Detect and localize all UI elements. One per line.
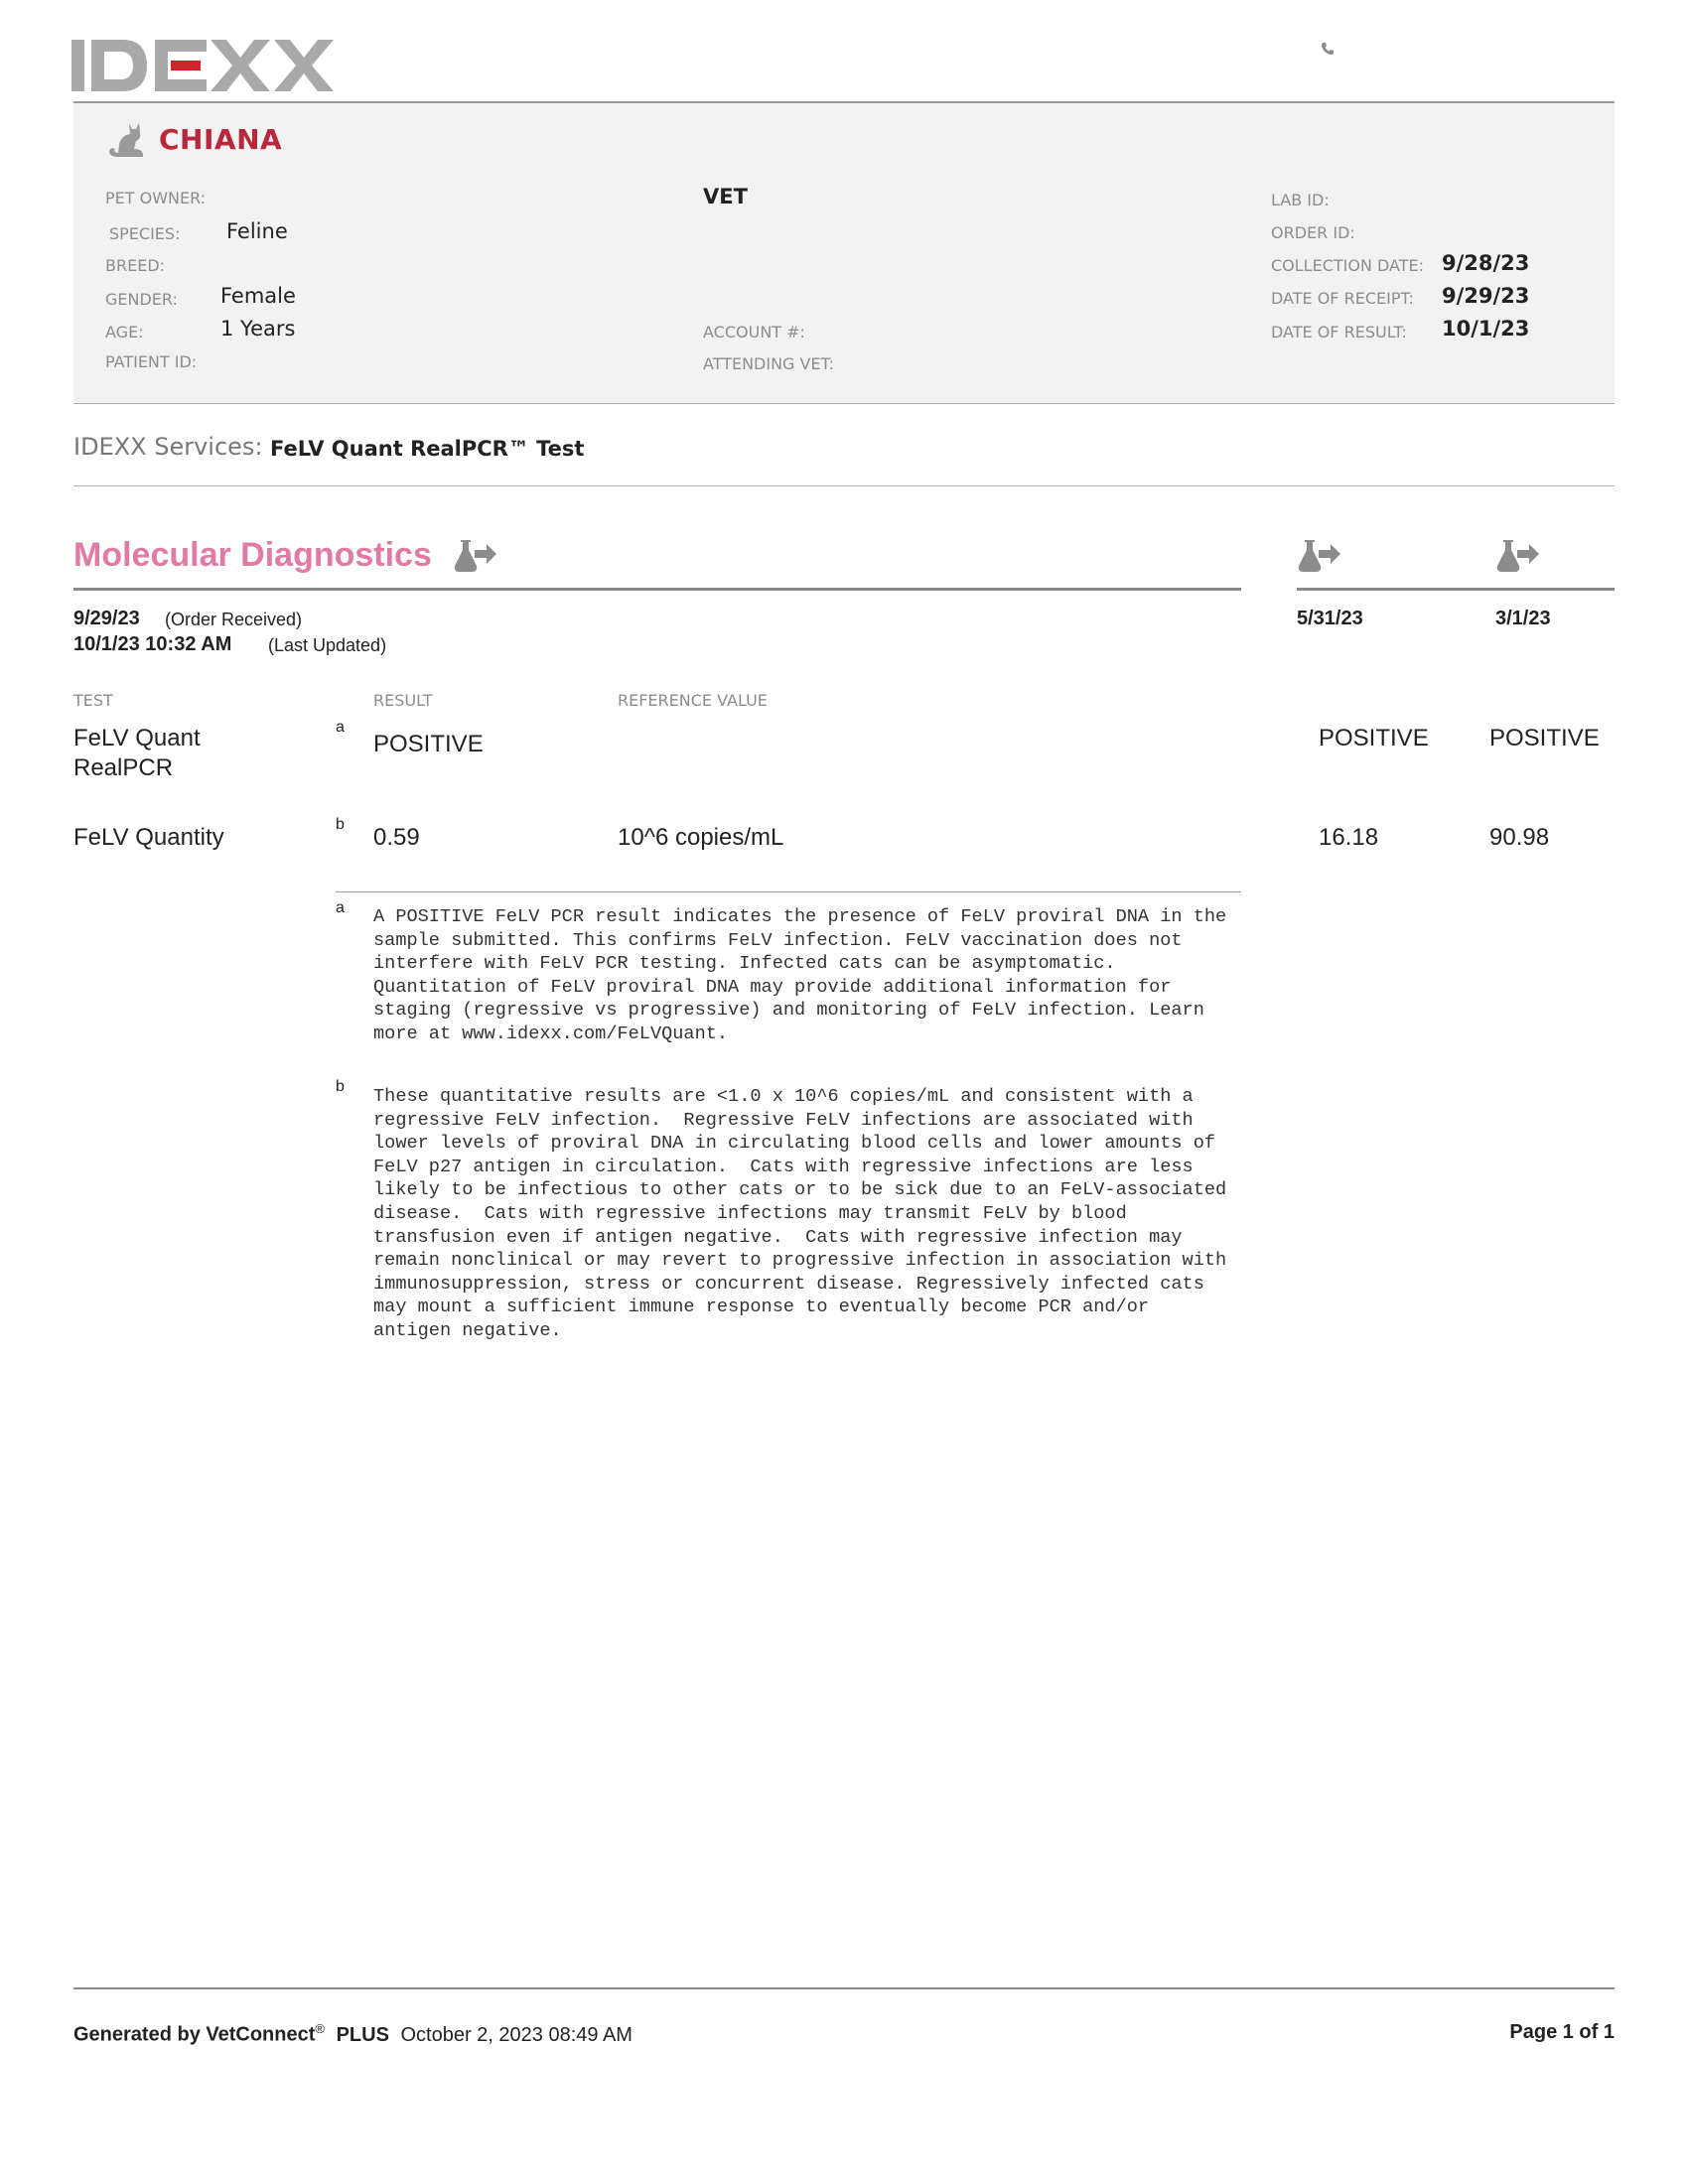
test-column-header: TEST — [73, 691, 113, 710]
note-a-text: A POSITIVE FeLV PCR result indicates the presence of FeLV proviral DNA in the sample submitted. This confirms FeLV infection. FeLV vaccination does not interfere with FeLV PCR testing. Infected cats can be asymptomatic. Quantitation of FeLV proviral DNA may provide additional information for staging (regressive vs progressive) and monitoring of FeLV infection. Learn more at www.idexx.com/FeLVQuant. — [373, 906, 1227, 1044]
note-b-text: These quantitative results are <1.0 x 10^6 copies/mL and consistent with a regressive FeLV infection. Regressive FeLV infections are associated with lower levels of proviral DNA in circulating blood cells and lower amounts of FeLV p27 antigen in circulation. Cats with regressive infections are less likely to be infectious to other cats or to be sick due to an FeLV-associated disease. Cats with regressive infections may transmit FeLV by blood transfusion even if antigen negative. Cats with regressive infection may remain nonclinical or may revert to progressive infection in association with immunosuppression, stress or concurrent disease. Regressively infected cats may mount a sufficient immune response to eventually become PCR and/or antigen negative. — [373, 1086, 1227, 1341]
test-name: FeLV Quantity — [73, 824, 224, 851]
result-value: 0.59 — [373, 824, 420, 851]
pet-owner-label: PET OWNER: — [105, 189, 207, 207]
receipt-date-label: DATE OF RECEIPT: — [1271, 289, 1414, 308]
services-label: IDEXX Services: — [73, 433, 263, 461]
updated-date: 10/1/23 10:32 AM — [73, 633, 232, 655]
cat-icon — [103, 119, 147, 159]
registered-mark: ® — [315, 2021, 325, 2036]
test-name-cont: RealPCR — [73, 754, 174, 781]
species-value: Feline — [226, 219, 288, 243]
age-label: AGE: — [105, 323, 144, 341]
generated-timestamp: October 2, 2023 08:49 AM — [400, 2023, 633, 2046]
generated-plus: PLUS — [336, 2023, 389, 2046]
collection-date-label: COLLECTION DATE: — [1271, 256, 1425, 275]
footnote-marker: b — [336, 816, 345, 833]
footer-rule — [73, 1987, 1615, 1989]
gender-value: Female — [220, 284, 296, 308]
panel-bottom-rule — [73, 403, 1615, 404]
flask-arrow-icon — [453, 536, 498, 576]
reference-value: 10^6 copies/mL — [618, 824, 784, 851]
services-value: FeLV Quant RealPCR™ Test — [270, 437, 585, 461]
lab-id-label: LAB ID: — [1271, 191, 1330, 209]
prev-result-2: POSITIVE — [1489, 725, 1600, 751]
attending-vet-label: ATTENDING VET: — [703, 354, 834, 373]
pet-name: CHIANA — [159, 123, 283, 156]
age-value: 1 Years — [220, 317, 296, 341]
flask-arrow-icon — [1495, 536, 1541, 576]
page-number: Page 1 of 1 — [1509, 2021, 1615, 2043]
idexx-logo — [71, 40, 342, 91]
prev-section-rule — [1297, 588, 1615, 591]
receipt-date-value: 9/29/23 — [1442, 284, 1530, 308]
prev-result-1: 16.18 — [1319, 824, 1379, 851]
patient-id-label: PATIENT ID: — [105, 352, 198, 371]
gender-label: GENDER: — [105, 290, 178, 309]
phone-icon — [1321, 40, 1340, 60]
generated-prefix: Generated by VetConnect — [73, 2023, 316, 2046]
order-note: (Order Received) — [165, 610, 303, 629]
generated-by — [73, 2021, 633, 2047]
prev-date-2: 3/1/23 — [1495, 608, 1551, 629]
prev-result-1: POSITIVE — [1319, 725, 1429, 751]
result-value: POSITIVE — [373, 731, 484, 757]
notes-rule — [336, 891, 1241, 892]
vet-label: VET — [703, 185, 748, 208]
result-column-header: RESULT — [373, 691, 433, 710]
account-label: ACCOUNT #: — [703, 323, 805, 341]
reference-column-header: REFERENCE VALUE — [618, 691, 768, 710]
section-title: Molecular Diagnostics — [73, 536, 432, 574]
note-marker-b: b — [336, 1078, 345, 1095]
prev-result-2: 90.98 — [1489, 824, 1550, 851]
note-marker-a: a — [336, 899, 345, 916]
order-date: 9/29/23 — [73, 608, 140, 629]
result-date-label: DATE OF RESULT: — [1271, 323, 1407, 341]
breed-label: BREED: — [105, 256, 166, 275]
collection-date-value: 9/28/23 — [1442, 251, 1530, 275]
patient-info-panel — [73, 103, 1615, 403]
prev-date-1: 5/31/23 — [1297, 608, 1363, 629]
species-label: SPECIES: — [109, 224, 181, 243]
updated-note: (Last Updated) — [268, 635, 387, 655]
test-name: FeLV Quant — [73, 725, 201, 751]
section-rule — [73, 588, 1241, 591]
flask-arrow-icon — [1297, 536, 1342, 576]
order-id-label: ORDER ID: — [1271, 223, 1355, 242]
footnote-marker: a — [336, 719, 345, 736]
result-date-value: 10/1/23 — [1442, 317, 1530, 341]
services-rule — [73, 485, 1615, 486]
